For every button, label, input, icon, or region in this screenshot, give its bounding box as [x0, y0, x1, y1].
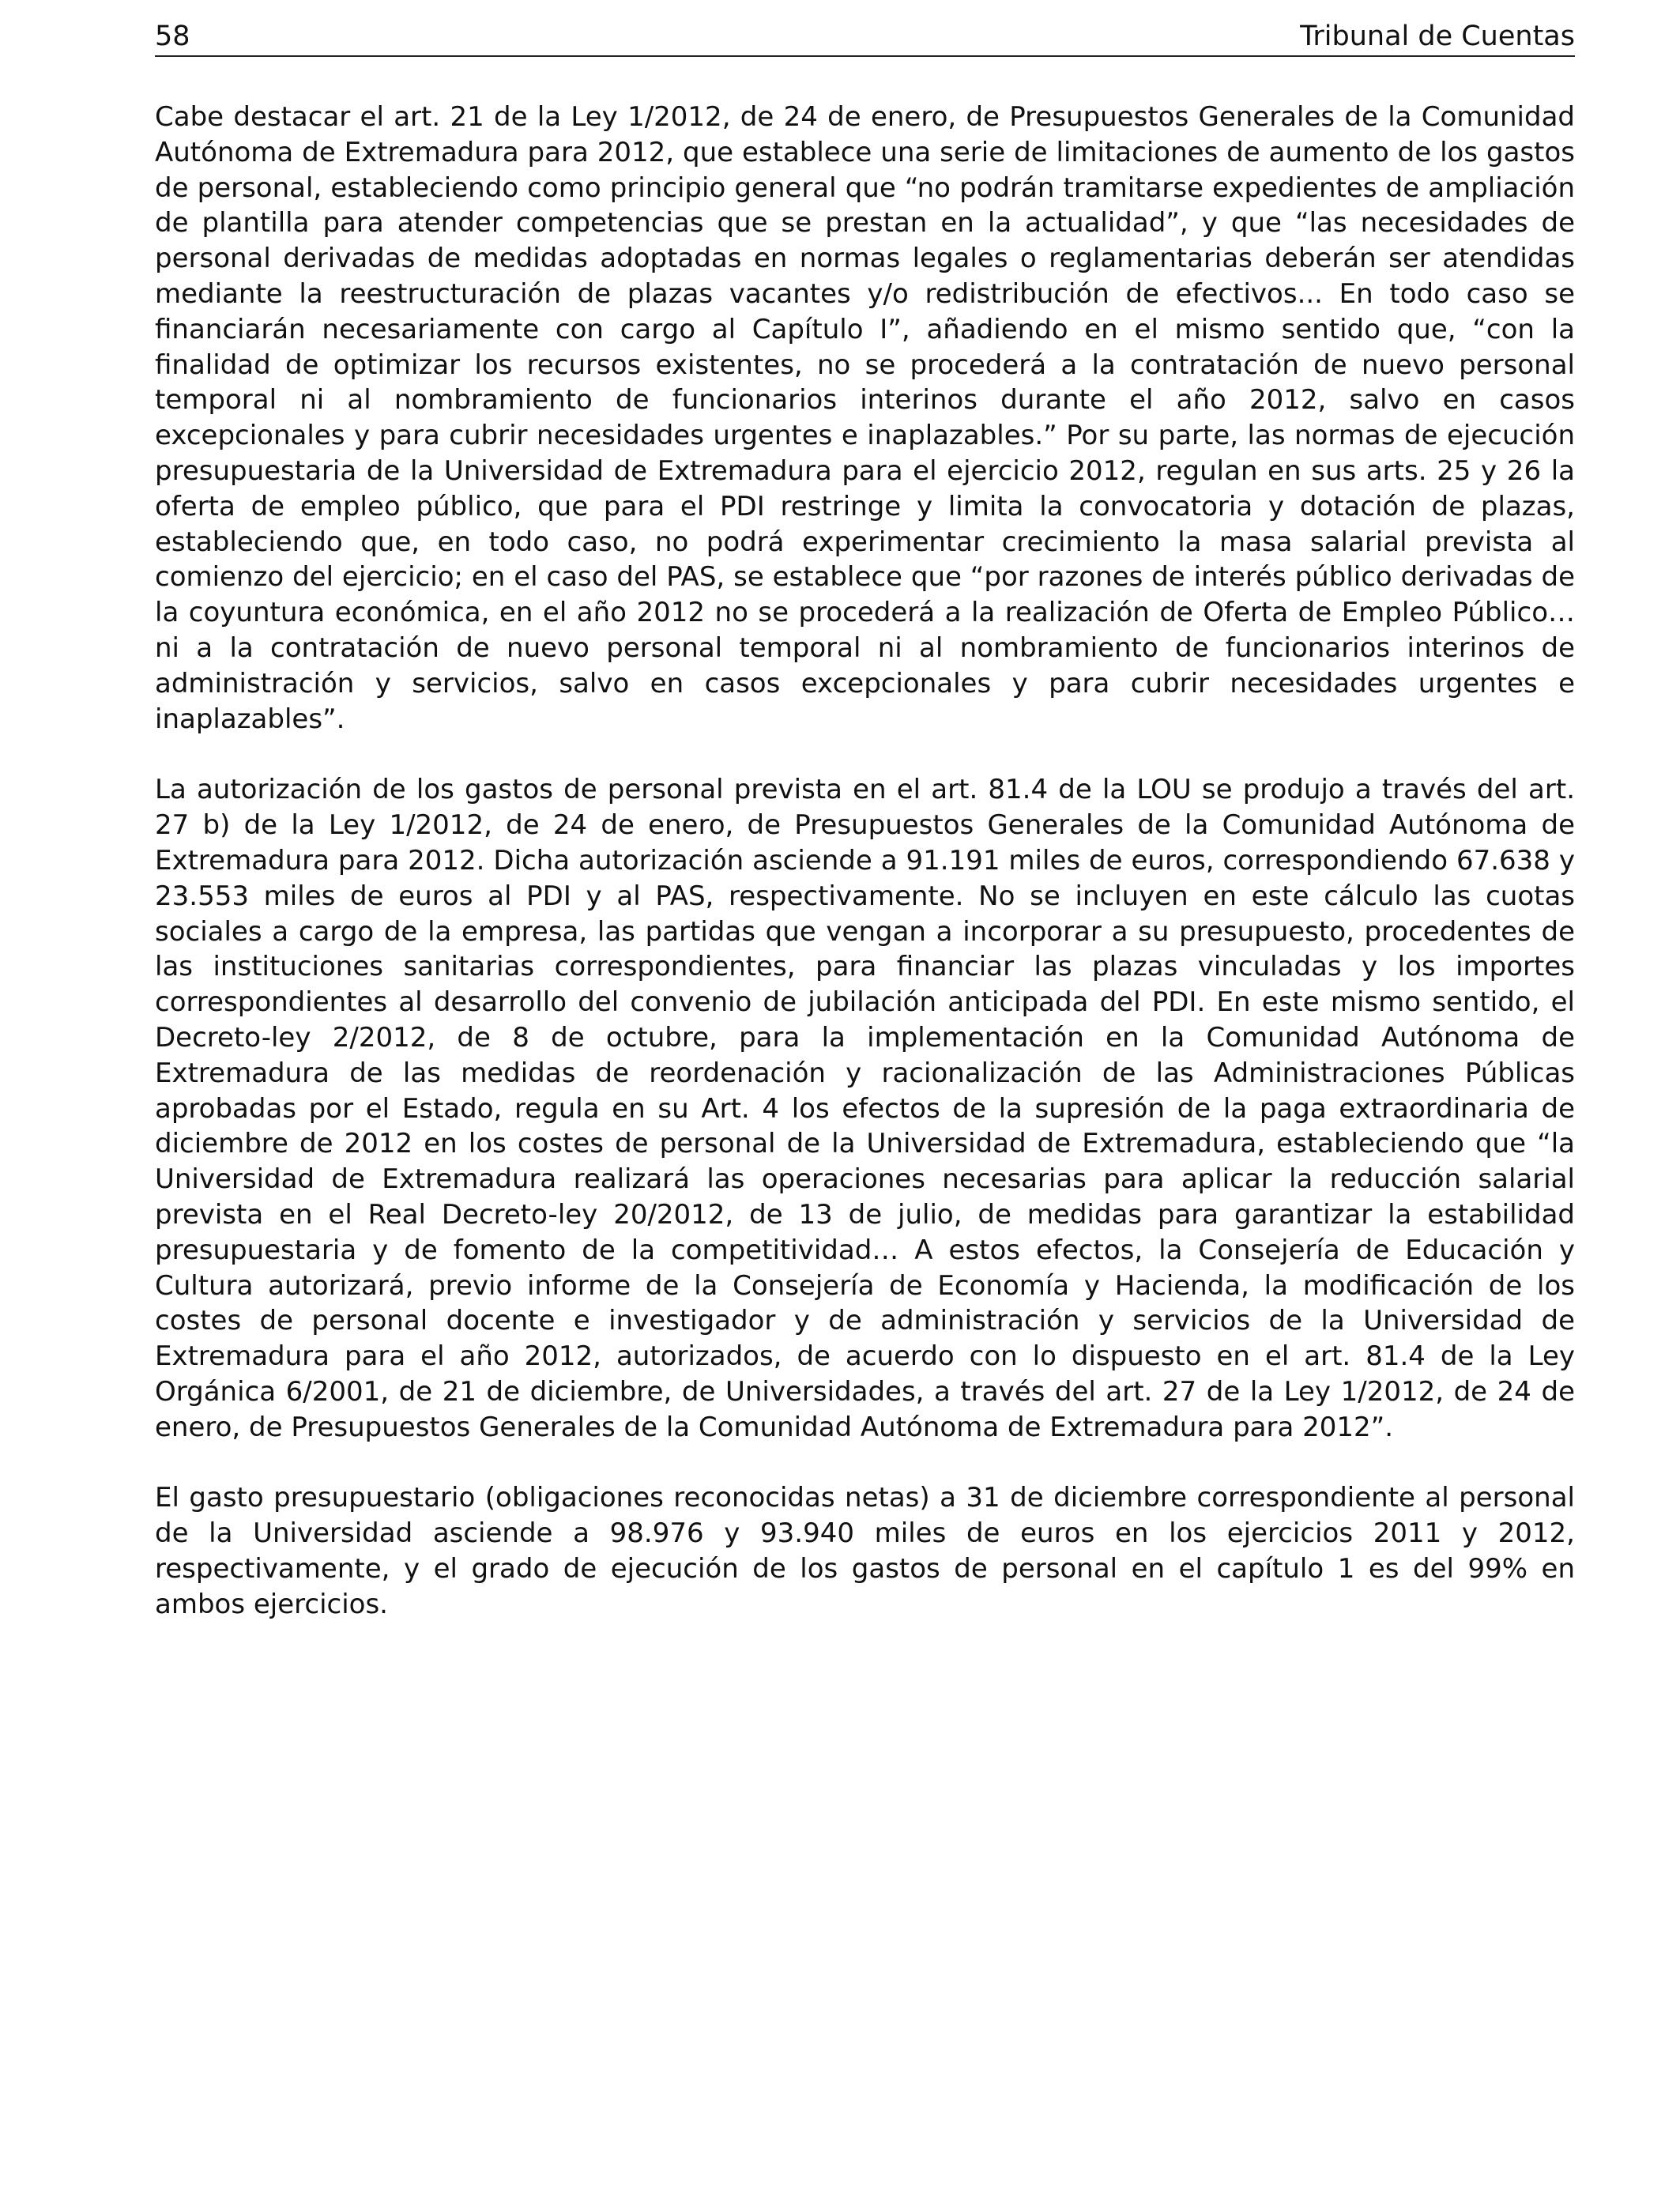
- page-header: [155, 17, 1575, 57]
- page-number: 58: [155, 21, 190, 52]
- running-header-title: Tribunal de Cuentas: [1300, 21, 1575, 52]
- paragraph-3: El gasto presupuestario (obligaciones reconocidas netas) a 31 de diciembre correspondiente al personal de la Universidad asciende a 98.976 y 93.940 miles de euros en los ejercicios 2011 y 2012, respectivamente, y el grado de ejecución de los gastos de personal en el capítulo 1 es del 99% en ambos ejercicios.: [155, 1482, 1575, 1620]
- paragraph-2: La autorización de los gastos de personal prevista en el art. 81.4 de la LOU se produjo a través del art. 27 b) de la Ley 1/2012, de 24 de enero, de Presupuestos Generales de la Comunidad Autónoma de Extremadura para 2012. Dicha autorización asciende a 91.191 miles de euros, correspondiendo 67.638 y 23.553 miles de euros al PDI y al PAS, respectivamente. No se incluyen en este cálculo las cuotas sociales a cargo de la empresa, las partidas que vengan a incorporar a su presupuesto, procedentes de las instituciones sanitarias correspondientes, para financiar las plazas vinculadas y los importes correspondientes al desarrollo del convenio de jubilación anticipada del PDI. En este mismo sentido, el Decreto-ley 2/2012, de 8 de octubre, para la implementación en la Comunidad Autónoma de Extremadura de las medidas de reordenación y racionalización de las Administraciones Públicas aprobadas por el Estado, regula en su Art. 4 los efectos de la supresión de la paga extraordinaria de diciembre de 2012 en los costes de personal de la Universidad de Extremadura, estableciendo que “la Universidad de Extremadura realizará las operaciones necesarias para aplicar la reducción salarial prevista en el Real Decreto-ley 20/2012, de 13 de julio, de medidas para garantizar la estabilidad presupuestaria y de fomento de la competitividad… A estos efectos, la Consejería de Educación y Cultura autorizará, previo informe de la Consejería de Economía y Hacienda, la modificación de los costes de personal docente e investigador y de administración y servicios de la Universidad de Extremadura para el año 2012, autorizados, de acuerdo con lo dispuesto en el art. 81.4 de la Ley Orgánica 6/2001, de 21 de diciembre, de Universidades, a través del art. 27 de la Ley 1/2012, de 24 de enero, de Presupuestos Generales de la Comunidad Autónoma de Extremadura para 2012”.: [155, 774, 1575, 1443]
- document-body: [155, 100, 1575, 1658]
- paragraph-1: Cabe destacar el art. 21 de la Ley 1/2012, de 24 de enero, de Presupuestos Generales de la Comunidad Autónoma de Extremadura para 2012, que establece una serie de limitaciones de aumento de los gastos de personal, estableciendo como principio general que “no podrán tramitarse expedientes de ampliación de plantilla para atender competencias que se prestan en la actualidad”, y que “las necesidades de personal derivadas de medidas adoptadas en normas legales o reglamentarias deberán ser atendidas mediante la reestructuración de plazas vacantes y/o redistribución de efectivos... En todo caso se financiarán necesariamente con cargo al Capítulo I”, añadiendo en el mismo sentido que, “con la finalidad de optimizar los recursos existentes, no se procederá a la contratación de nuevo personal temporal ni al nombramiento de funcionarios interinos durante el año 2012, salvo en casos excepcionales y para cubrir necesidades urgentes e inaplazables.” Por su parte, las normas de ejecución presupuestaria de la Universidad de Extremadura para el ejercicio 2012, regulan en sus arts. 25 y 26 la oferta de empleo público, que para el PDI restringe y limita la convocatoria y dotación de plazas, estableciendo que, en todo caso, no podrá experimentar crecimiento la masa salarial prevista al comienzo del ejercicio; en el caso del PAS, se establece que “por razones de interés público derivadas de la coyuntura económica, en el año 2012 no se procederá a la realización de Oferta de Empleo Público… ni a la contratación de nuevo personal temporal ni al nombramiento de funcionarios interinos de administración y servicios, salvo en casos excepcionales y para cubrir necesidades urgentes e inaplazables”.: [155, 101, 1575, 735]
